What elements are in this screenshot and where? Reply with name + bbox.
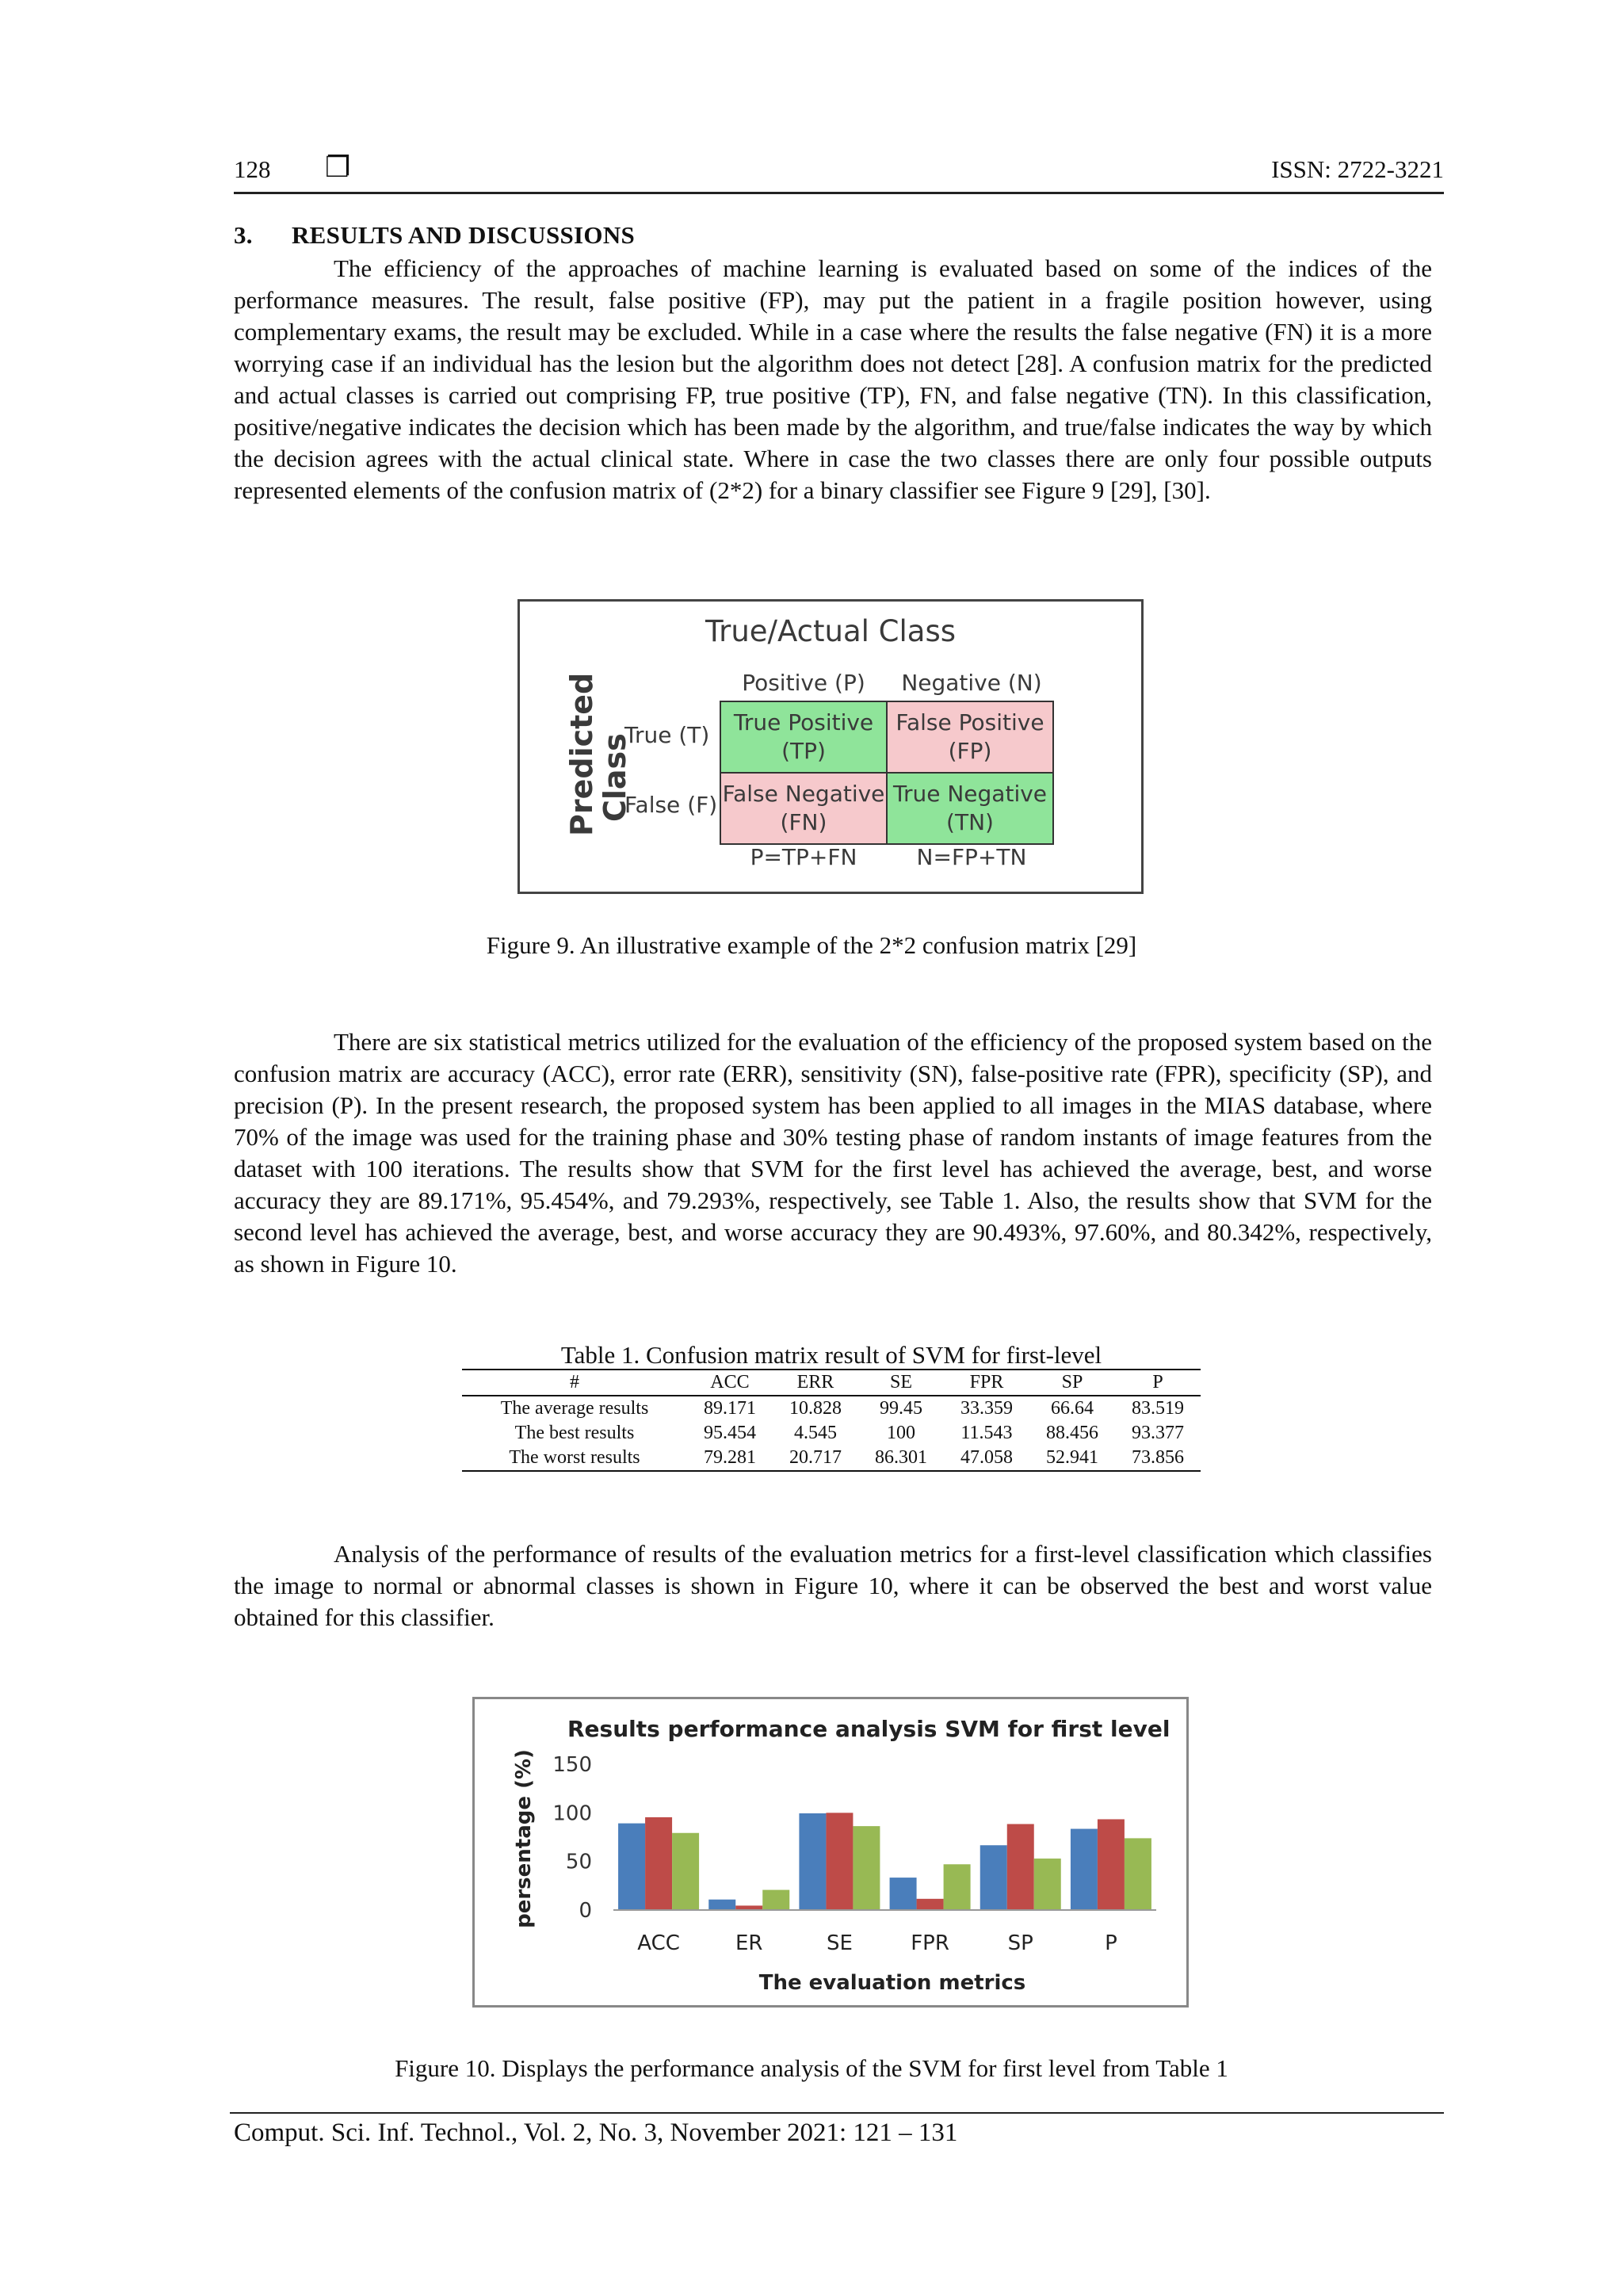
x-tick-label: ACC [637, 1931, 680, 1955]
cm-cell-fp: False Positive (FP) [886, 701, 1054, 774]
paragraph-3: Analysis of the performance of results of the evaluation metrics for a first-level classification which classifies the image to normal or abnormal classes is shown in Figure 10, where it can be observed the best and worst value obtained for this classifier. [234, 1540, 1432, 1631]
table-header-cell: # [569, 1372, 579, 1392]
cm-foot-n: N=FP+TN [916, 844, 1027, 870]
table-cell: 33.359 [960, 1398, 1013, 1419]
footer-citation: Comput. Sci. Inf. Technol., Vol. 2, No. 3, November 2021: 121 – 131 [234, 2118, 958, 2147]
section-title: RESULTS AND DISCUSSIONS [292, 221, 636, 249]
x-axis-label: The evaluation metrics [758, 1971, 1026, 1995]
table-cell: 88.456 [1045, 1423, 1098, 1443]
bar [890, 1878, 917, 1910]
cm-cell-tn: True Negative (TN) [886, 772, 1054, 845]
table-header-cell: P [1152, 1372, 1163, 1392]
table-row [462, 1446, 1201, 1471]
bar [1071, 1829, 1098, 1910]
paragraph-2: There are six statistical metrics utilized for the evaluation of the efficiency of the proposed system based on the confusion matrix are accuracy (ACC), error rate (ERR), sensitivity (SN), false-positive rate (FPR), specificity (SP), and precision (P). In the present research, the proposed system has been applied to all images in the MIAS database, where 70% of the image was used for the training phase and 30% testing phase of random instants of image features from the dataset with 100 iterations. The results show that SVM for the first level has achieved the average, best, and worse accuracy they are 89.171%, 95.454%, and 79.293%, respectively, see Table 1. Also, the results show that SVM for the second level has achieved the average, best, and worse accuracy they are 90.493%, 97.60%, and 80.342%, respectively, as shown in Figure 10. [234, 1028, 1432, 1278]
table-header-cell: SE [889, 1372, 912, 1392]
table-cell: 100 [886, 1423, 915, 1443]
chart-title: Results performance analysis SVM for first level [567, 1716, 1170, 1742]
table-row [462, 1421, 1201, 1446]
bar [1098, 1819, 1125, 1910]
y-axis-label: persentage (%) [512, 1749, 536, 1928]
table-cell: 95.454 [703, 1423, 756, 1443]
table-cell: The best results [514, 1423, 635, 1443]
y-tick-label: 50 [565, 1850, 592, 1874]
chart-svg [475, 1699, 1186, 2005]
table-header-cell: ACC [710, 1372, 750, 1392]
cm-foot-p: P=TP+FN [750, 844, 857, 870]
table-cell: 47.058 [960, 1447, 1013, 1468]
footer-rule [230, 2112, 1444, 2114]
table-1 [462, 1369, 1201, 1472]
cm-cell-fn: False Negative (FN) [720, 772, 888, 845]
x-tick-label: SP [1007, 1931, 1033, 1955]
svm-performance-chart [472, 1697, 1189, 2008]
table-cell: 11.543 [960, 1423, 1013, 1443]
cm-class-label: Class [598, 733, 632, 822]
table-row [462, 1396, 1201, 1421]
paragraph-1: The efficiency of the approaches of machine learning is evaluated based on some of the indices of the performance measures. The result, false positive (FP), may put the patient in a fragile position however, using complementary exams, the result may be excluded. While in a case where the results the false negative (FN) it is a more worrying case if an individual has the lesion but the algorithm does not detect [28]. A confusion matrix for the predicted and actual classes is carried out comprising FP, true positive (TP), FN, and false negative (TN). In this classification, positive/negative indicates the decision which has been made by the algorithm, and true/false indicates the way by which the decision agrees with the actual clinical state. Where in case the two classes there are only four possible outputs represented elements of the confusion matrix of (2*2) for a binary classifier see Figure 9 [29], [30]. [234, 254, 1432, 504]
bar [618, 1824, 645, 1910]
table-cell: 79.281 [703, 1447, 756, 1468]
header-rule [234, 192, 1444, 194]
bar [799, 1813, 826, 1910]
table-header-row [462, 1370, 1201, 1396]
confusion-matrix-figure [517, 599, 1144, 894]
table-header-cell: FPR [969, 1372, 1004, 1392]
cm-cell-tp: True Positive (TP) [720, 701, 888, 774]
cm-col-positive: Positive (P) [742, 670, 865, 696]
table-header-cell: SP [1061, 1372, 1083, 1392]
cm-col-negative: Negative (N) [901, 670, 1042, 696]
bar [1007, 1824, 1034, 1910]
table-header-cell: ERR [796, 1372, 834, 1392]
bar [826, 1813, 853, 1910]
figure-10-caption: Figure 10. Displays the performance analysis of the SVM for first level from Table 1 [395, 2054, 1228, 2082]
bar [672, 1833, 699, 1910]
bar [645, 1817, 672, 1910]
bar [1034, 1859, 1061, 1910]
cm-predicted-label: Predicted [564, 672, 599, 836]
cm-row-true: True (T) [624, 722, 710, 748]
table-cell: 20.717 [789, 1447, 842, 1468]
figure-9-caption: Figure 9. An illustrative example of the 2*2 confusion matrix [29] [486, 931, 1137, 959]
y-tick-label: 100 [552, 1801, 592, 1826]
bar [853, 1826, 880, 1910]
cm-row-false: False (F) [624, 792, 718, 818]
y-tick-label: 150 [552, 1753, 592, 1777]
bar [944, 1864, 971, 1910]
table-1-caption: Table 1. Confusion matrix result of SVM for first-level [560, 1341, 1102, 1369]
section-heading [234, 221, 635, 250]
cm-title: True/Actual Class [705, 614, 957, 648]
bar [917, 1899, 944, 1910]
table-cell: 73.856 [1131, 1447, 1184, 1468]
table-cell: 93.377 [1131, 1423, 1184, 1443]
table-cell: 99.45 [879, 1398, 922, 1419]
table-cell: 10.828 [789, 1398, 842, 1419]
section-number: 3. [234, 221, 253, 249]
table-cell: The average results [500, 1398, 649, 1419]
x-tick-label: P [1105, 1931, 1117, 1955]
table-cell: 83.519 [1131, 1398, 1184, 1419]
x-tick-label: FPR [911, 1931, 949, 1955]
table-cell: 89.171 [703, 1398, 756, 1419]
table-cell: 86.301 [874, 1447, 927, 1468]
bar [980, 1845, 1007, 1910]
x-tick-label: ER [735, 1931, 763, 1955]
table-cell: 4.545 [793, 1423, 837, 1443]
bar [762, 1890, 789, 1910]
x-tick-label: SE [826, 1931, 853, 1955]
issn: ISSN: 2722-3221 [1271, 155, 1444, 183]
box-icon: ❐ [325, 151, 351, 183]
bar [708, 1900, 735, 1910]
bar [1125, 1838, 1151, 1910]
table-cell: 66.64 [1050, 1398, 1094, 1419]
y-tick-label: 0 [579, 1899, 592, 1923]
table-cell: 52.941 [1045, 1447, 1098, 1468]
page-number: 128 [234, 155, 271, 183]
table-cell: The worst results [509, 1447, 640, 1468]
